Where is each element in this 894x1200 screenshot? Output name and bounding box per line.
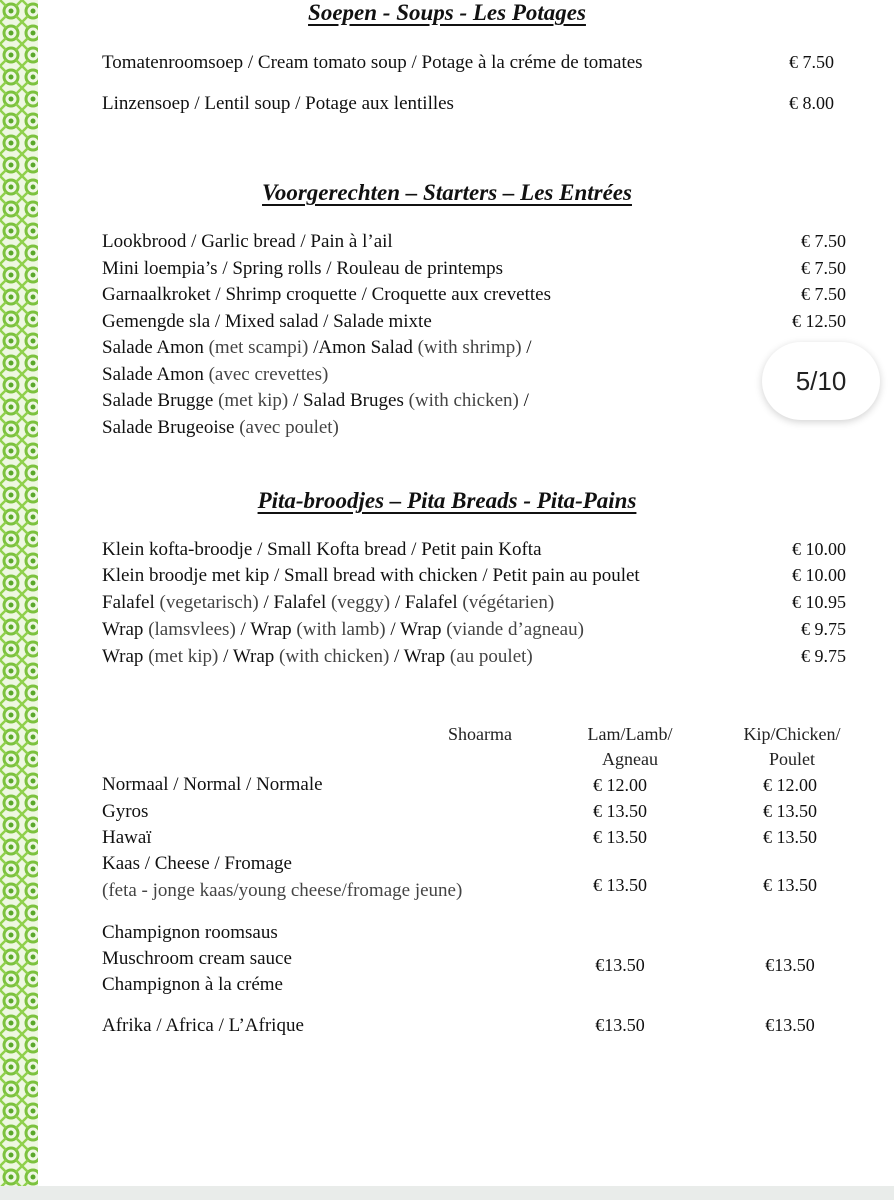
lamb-price: € 12.00 — [593, 775, 647, 795]
lamb-price: €13.50 — [595, 955, 645, 975]
menu-item: Linzensoep / Lentil soup / Potage aux lentilles — [102, 93, 454, 114]
menu-item: Tomatenroomsoep / Cream tomato soup / Potage à la créme de tomates — [102, 52, 643, 73]
shoarma-row-cheese: Kaas / Cheese / Fromage — [102, 853, 292, 874]
pita-heading: Pita-broodjes – Pita Breads - Pita-Pains — [257, 488, 637, 513]
border-pattern — [0, 0, 44, 1186]
shoarma-row-mushroom: Champignon roomsaus — [102, 922, 278, 943]
item-price: € 10.95 — [792, 592, 846, 612]
menu-item-amon: Salade Amon (met scampi) /Amon Salad (with shrimp) / — [102, 337, 532, 358]
lamb-price: € 13.50 — [593, 801, 647, 821]
chicken-price: € 12.00 — [763, 775, 817, 795]
item-price: € 12.50 — [792, 311, 846, 331]
col-chicken-header: Kip/Chicken/ Poulet — [743, 724, 841, 769]
menu-item: Klein kofta-broodje / Small Kofta bread / Petit pain Kofta — [102, 539, 542, 560]
shoarma-cheese-note: (feta - jonge kaas/young cheese/fromage jeune) — [102, 880, 463, 901]
soups-heading: Soepen - Soups - Les Potages — [308, 0, 586, 25]
menu-item-brugge: Salade Brugge (met kip) / Salad Bruges (with chicken) / — [102, 390, 529, 411]
page-indicator: 5/10 — [762, 342, 880, 420]
starters-heading: Voorgerechten – Starters – Les Entrées — [262, 180, 632, 205]
menu-item-wrap-lamb: Wrap (lamsvlees) / Wrap (with lamb) / Wrap (viande d’agneau) — [102, 619, 584, 640]
menu-item-brugge-fr: Salade Brugeoise (avec poulet) — [102, 417, 339, 438]
shoarma-row-africa: Afrika / Africa / L’Afrique — [102, 1015, 304, 1036]
chicken-price: €13.50 — [765, 1015, 815, 1035]
shoarma-row-mushroom-fr: Champignon à la créme — [102, 974, 283, 995]
menu-item-amon-fr: Salade Amon (avec crevettes) — [102, 364, 329, 385]
menu-item: Garnaalkroket / Shrimp croquette / Croquette aux crevettes — [102, 284, 551, 305]
item-price: € 7.50 — [801, 258, 846, 278]
lamb-price: €13.50 — [595, 1015, 645, 1035]
lamb-price: € 13.50 — [593, 875, 647, 895]
item-price: € 10.00 — [792, 539, 846, 559]
chicken-price: € 13.50 — [763, 875, 817, 895]
menu-item: Klein broodje met kip / Small bread with chicken / Petit pain au poulet — [102, 565, 640, 586]
item-price: € 8.00 — [789, 93, 834, 113]
item-price: € 9.75 — [801, 646, 846, 666]
menu-item: Gemengde sla / Mixed salad / Salade mixte — [102, 311, 432, 332]
shoarma-row: Gyros — [102, 801, 149, 822]
item-price: € 7.50 — [789, 52, 834, 72]
shoarma-row: Hawaï — [102, 827, 152, 848]
lamb-price: € 13.50 — [593, 827, 647, 847]
col-lamb-header: Lam/Lamb/ Agneau — [587, 724, 673, 769]
menu-item: Lookbrood / Garlic bread / Pain à l’ail — [102, 231, 393, 252]
menu-item: Mini loempia’s / Spring rolls / Rouleau de printemps — [102, 258, 504, 279]
item-price: € 10.00 — [792, 565, 846, 585]
item-price: € 9.75 — [801, 619, 846, 639]
chicken-price: € 13.50 — [763, 827, 817, 847]
shoarma-row-mushroom-en: Muschroom cream sauce — [102, 948, 292, 969]
chicken-price: € 13.50 — [763, 801, 817, 821]
decorative-border — [0, 0, 44, 1186]
menu-item-wrap-chicken: Wrap (met kip) / Wrap (with chicken) / Wrap (au poulet) — [102, 646, 533, 667]
chicken-price: €13.50 — [765, 955, 815, 975]
shoarma-label: Shoarma — [448, 724, 512, 744]
item-price: € 7.50 — [801, 231, 846, 251]
bottom-strip — [0, 1186, 894, 1200]
menu-item-falafel: Falafel (vegetarisch) / Falafel (veggy) / Falafel (végétarien) — [102, 592, 555, 613]
shoarma-row: Normaal / Normal / Normale — [102, 774, 323, 795]
item-price: € 7.50 — [801, 284, 846, 304]
